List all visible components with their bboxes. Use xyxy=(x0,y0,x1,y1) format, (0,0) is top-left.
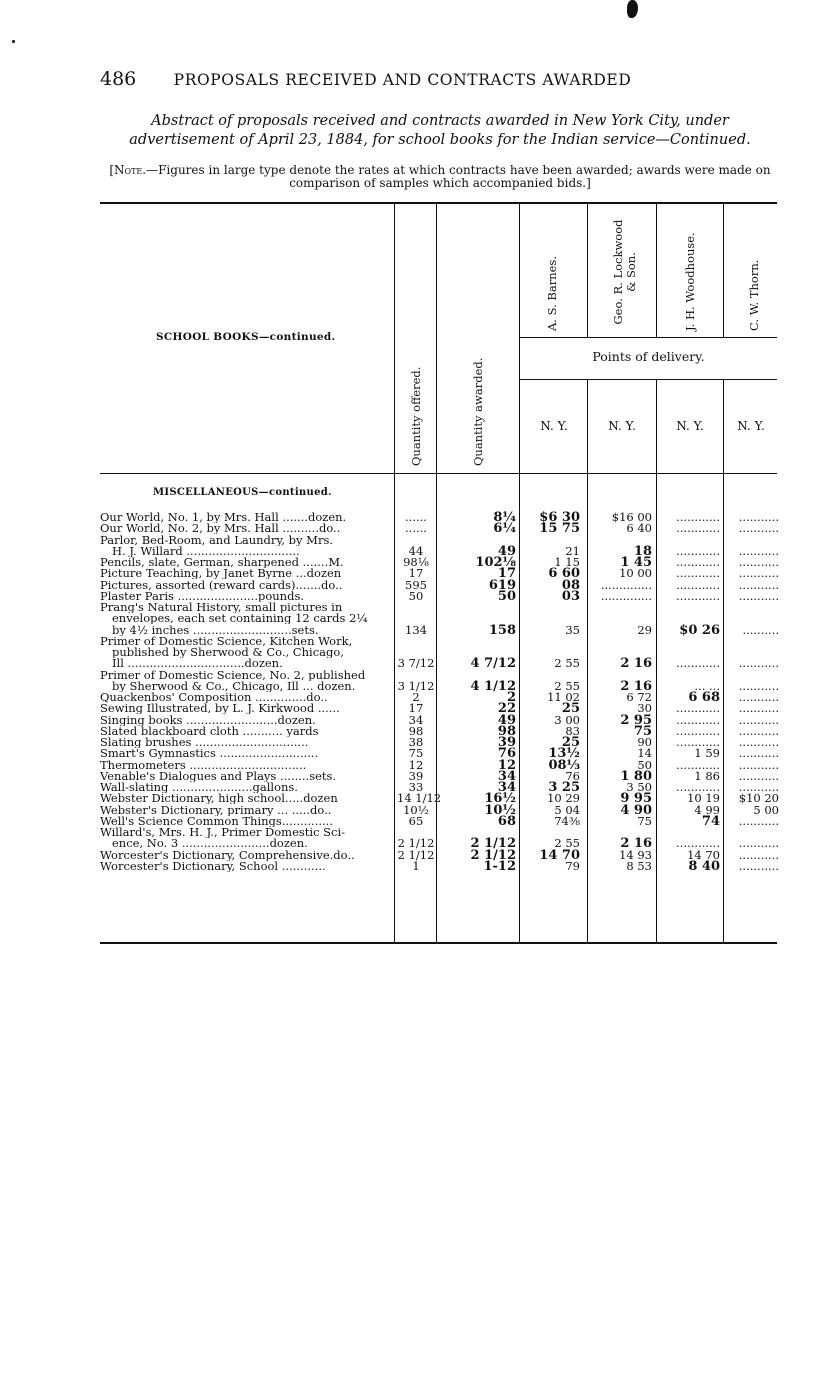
quantity-offered: 2 xyxy=(412,690,420,704)
bid-price: 14 xyxy=(637,746,652,761)
bidder-header: J. H. Woodhouse. xyxy=(683,232,697,331)
bid-price: 75 xyxy=(637,813,652,828)
bid-price: 6 60 xyxy=(548,566,580,582)
item-description: Worcester's Dictionary, School ............ xyxy=(100,860,326,872)
page-header xyxy=(100,68,631,90)
bid-price: ............ xyxy=(676,712,720,727)
col-divider xyxy=(656,203,657,337)
quantity-awarded: 2 1/12 xyxy=(470,847,516,863)
bid-price: ........... xyxy=(738,577,779,592)
ink-mark xyxy=(627,0,638,18)
bid-price: 3 50 xyxy=(626,780,652,794)
quantity-offered: 65 xyxy=(408,813,424,828)
bid-price: 08⅓ xyxy=(548,757,580,773)
bid-price: 35 xyxy=(565,622,580,637)
section-title: SCHOOL BOOKS—continued. xyxy=(156,331,336,343)
item-description: envelopes, each set containing 12 cards 2¼ xyxy=(112,613,368,625)
quantity-offered: 10½ xyxy=(403,802,429,817)
bid-price: 74⅜ xyxy=(554,813,580,828)
bid-price: 2 16 xyxy=(620,678,652,694)
quantity-awarded: 2 1/12 xyxy=(470,836,516,852)
abstract-caption: Abstract of proposals received and contracts awarded in New York City, under advertisement of April 23, 1884, for school books for the Indian service—Continued. xyxy=(129,113,751,148)
bid-price: 1 80 xyxy=(620,768,652,784)
bid-price: ............ xyxy=(676,577,720,592)
bid-price: 2 55 xyxy=(554,836,580,851)
bid-price: ............ xyxy=(676,723,720,738)
bid-price: ............ xyxy=(676,836,720,851)
bid-price: 8 53 xyxy=(626,858,652,873)
quantity-awarded: 4 1/12 xyxy=(470,678,516,694)
delivery-point: N. Y. xyxy=(608,419,636,433)
bid-price: ........... xyxy=(738,521,779,536)
item-description: Smart's Gymnastics ........................... xyxy=(100,748,319,760)
bid-price: ............ xyxy=(676,656,720,671)
quantity-offered: 98 xyxy=(408,723,424,738)
quantity-awarded: 98 xyxy=(497,723,516,739)
bid-price: ............ xyxy=(676,521,720,536)
ink-dot xyxy=(12,40,15,43)
bidder-header: C. W. Thorn. xyxy=(747,259,761,331)
item-description: Our World, No. 2, by Mrs. Hall ..........do.. xyxy=(100,523,341,535)
bid-price: 90 xyxy=(637,735,652,749)
bid-price: $16 00 xyxy=(611,510,652,524)
quantity-offered: 3 7/12 xyxy=(397,656,435,671)
item-description: Well's Science Common Things.............. xyxy=(100,815,333,827)
running-title: PROPOSALS RECEIVED AND CONTRACTS AWARDED xyxy=(173,71,632,89)
bid-price: 2 16 xyxy=(620,836,652,852)
col-header-quantity-awarded: Quantity awarded. xyxy=(471,357,485,466)
bid-price: 15 75 xyxy=(539,521,580,537)
bid-price: 13½ xyxy=(548,746,580,762)
bid-price: $10 20 xyxy=(738,791,779,806)
bid-price: ........... xyxy=(738,588,779,603)
quantity-offered: 75 xyxy=(408,746,424,761)
item-description: by 4½ inches ...........................sets. xyxy=(112,624,319,636)
item-description: Primer of Domestic Science, No. 2, published xyxy=(100,669,366,681)
bid-price: 08 xyxy=(561,577,580,593)
quantity-awarded: 22 xyxy=(497,701,516,717)
col-divider xyxy=(723,203,724,337)
item-description: Wall-slating ......................gallons. xyxy=(100,782,298,793)
bid-price: .............. xyxy=(600,577,652,592)
bid-price: 1 15 xyxy=(554,555,580,569)
col-divider xyxy=(394,203,395,942)
quantity-offered: 2 1/12 xyxy=(397,847,435,862)
bid-price: ........... xyxy=(738,678,779,693)
col-divider xyxy=(519,203,520,942)
quantity-offered: 12 xyxy=(408,757,424,772)
bid-price: $0 26 xyxy=(679,622,720,638)
note-text: —Figures in large type denote the rates at which contracts have been awarded; awards were made on comparison of samples which accompanied bids.] xyxy=(146,163,771,190)
item-description: by Sherwood & Co., Chicago, Ill ... dozen. xyxy=(112,680,356,692)
col-divider xyxy=(656,379,657,942)
bid-price: 3 00 xyxy=(554,712,580,727)
item-description: Our World, No. 1, by Mrs. Hall .......dozen. xyxy=(100,512,347,523)
item-description: Parlor, Bed-Room, and Laundry, by Mrs. xyxy=(100,534,334,546)
item-description: Slating brushes ............................... xyxy=(100,737,309,748)
bid-price: 4 90 xyxy=(620,802,652,818)
bid-price: 75 xyxy=(633,723,652,739)
quantity-offered: 17 xyxy=(408,701,424,716)
bid-price: ........... xyxy=(738,847,779,862)
bid-price: 29 xyxy=(637,622,652,637)
item-description: Webster's Dictionary, primary ... .....do.. xyxy=(100,804,332,816)
bid-price: ........... xyxy=(738,858,779,873)
bid-price: ........... xyxy=(738,723,779,738)
bid-price: ........... xyxy=(738,768,779,783)
bid-price: ........... xyxy=(738,701,779,716)
quantity-awarded: 10½ xyxy=(484,802,516,818)
bid-price: ........... xyxy=(738,690,779,704)
quantity-offered: 134 xyxy=(405,622,427,637)
bid-price: 76 xyxy=(565,768,580,783)
quantity-awarded: 1-12 xyxy=(483,858,516,874)
quantity-awarded: 6¼ xyxy=(493,521,516,537)
bidder-header: Geo. R. Lockwood & Son. xyxy=(611,219,638,325)
bid-price: 1 59 xyxy=(694,746,720,761)
delivery-point: N. Y. xyxy=(676,419,704,433)
bid-price: 5 04 xyxy=(554,802,580,817)
item-description: Primer of Domestic Science, Kitchen Work, xyxy=(100,635,353,647)
bid-price: ............ xyxy=(676,735,720,749)
bid-price: 79 xyxy=(565,858,580,873)
bid-price: 83 xyxy=(565,723,580,738)
bid-price: 4 99 xyxy=(694,802,720,817)
bid-price: ........... xyxy=(738,757,779,772)
bid-price: 25 xyxy=(561,735,580,750)
bid-price: ........... xyxy=(738,780,779,794)
item-description: Pictures, assorted (reward cards).......do.. xyxy=(100,579,343,591)
delivery-point: N. Y. xyxy=(540,419,568,433)
bidder-header: A. S. Barnes. xyxy=(545,256,559,331)
quantity-offered: ...... xyxy=(405,521,427,536)
item-description: Willard's, Mrs. H. J., Primer Domestic Sci- xyxy=(100,827,346,838)
bid-price: 2 55 xyxy=(554,656,580,671)
bid-price: 14 70 xyxy=(539,847,580,863)
bid-price: 3 25 xyxy=(548,780,580,795)
bid-price: 5 00 xyxy=(753,802,779,817)
quantity-awarded: 12 xyxy=(497,757,516,773)
bid-price: 25 xyxy=(561,701,580,717)
item-description: Slated blackboard cloth ........... yards xyxy=(100,725,319,737)
item-description: Venable's Dialogues and Plays ........sets. xyxy=(100,770,337,782)
bid-price: 6 68 xyxy=(688,690,720,705)
col-divider xyxy=(587,203,588,337)
bid-price: 30 xyxy=(637,701,652,716)
quantity-offered: 38 xyxy=(408,735,424,749)
item-description: Sewing Illustrated, by L. J. Kirkwood ...... xyxy=(100,703,340,715)
bid-price: ............ xyxy=(676,543,720,558)
quantity-awarded: 158 xyxy=(488,622,516,638)
quantity-offered: 17 xyxy=(408,566,424,581)
delivery-point: N. Y. xyxy=(737,419,765,433)
quantity-awarded: 4 7/12 xyxy=(470,656,516,672)
table-top-rule xyxy=(100,202,777,204)
bid-price: 74 xyxy=(701,813,720,829)
bid-price: ........... xyxy=(738,746,779,761)
quantity-awarded: 49 xyxy=(497,543,516,559)
bid-price: ............ xyxy=(676,566,720,581)
bid-price: ........... xyxy=(738,735,779,749)
bid-price: ............ xyxy=(676,555,720,569)
item-description: Picture Teaching, by Janet Byrne ...dozen xyxy=(100,568,342,580)
bid-price: 10 00 xyxy=(619,566,652,581)
bid-price: ........... xyxy=(738,836,779,851)
bid-price: 1 45 xyxy=(620,555,652,570)
bid-price: ........... xyxy=(738,712,779,727)
bid-price: .............. xyxy=(600,588,652,603)
item-description: published by Sherwood & Co., Chicago, xyxy=(112,647,344,658)
bid-price: 2 55 xyxy=(554,678,580,693)
bid-price: 11 02 xyxy=(547,690,580,704)
item-description: Worcester's Dictionary, Comprehensive.do.. xyxy=(100,849,355,861)
bid-price: 8 40 xyxy=(688,858,720,874)
delivery-rule xyxy=(520,379,777,380)
item-description: Prang's Natural History, small pictures in xyxy=(100,602,343,613)
note-label: [Note. xyxy=(109,163,147,177)
quantity-awarded: 17 xyxy=(497,566,516,582)
header-bottom-rule xyxy=(100,473,777,474)
quantity-offered: 595 xyxy=(405,577,427,592)
bid-price: .......... xyxy=(742,622,779,637)
quantity-awarded: 34 xyxy=(497,780,516,795)
page-number: 486 xyxy=(100,68,137,90)
quantity-awarded: 39 xyxy=(497,735,516,750)
points-of-delivery-header: Points of delivery. xyxy=(592,349,705,364)
bidders-rule xyxy=(520,337,777,338)
quantity-awarded: 102⅛ xyxy=(475,555,516,570)
quantity-awarded: 76 xyxy=(497,746,516,762)
bid-price: ........... xyxy=(738,555,779,569)
item-description: Plaster Paris ......................pounds. xyxy=(100,590,305,602)
quantity-offered: 50 xyxy=(408,588,424,603)
quantity-offered: ...... xyxy=(405,510,427,524)
item-description: Thermometers ................................ xyxy=(100,759,307,771)
note xyxy=(100,164,780,190)
bid-price: 1 86 xyxy=(694,768,720,783)
bid-price: 03 xyxy=(561,588,580,604)
bid-price: ............ xyxy=(676,757,720,772)
quantity-awarded: 619 xyxy=(488,577,516,593)
item-description: Pencils, slate, German, sharpened .......M. xyxy=(100,557,344,568)
col-divider xyxy=(436,203,437,942)
item-description: Singing books .........................dozen. xyxy=(100,714,316,726)
quantity-awarded: 2 xyxy=(506,690,516,705)
item-description: Quackenbos' Composition ..............do.. xyxy=(100,692,328,703)
bid-price: 10 19 xyxy=(687,791,720,806)
bid-price: 50 xyxy=(637,757,652,772)
bid-price: 10 29 xyxy=(547,791,580,806)
bid-price: ............ xyxy=(676,588,720,603)
quantity-offered: 1 xyxy=(412,858,420,873)
item-description: Ill ................................dozen. xyxy=(112,658,283,670)
quantity-offered: 33 xyxy=(408,780,424,794)
table-bottom-rule xyxy=(100,942,777,944)
col-divider xyxy=(587,379,588,942)
bid-price: 6 72 xyxy=(626,690,652,704)
bid-price: ........... xyxy=(738,656,779,671)
quantity-awarded: 16½ xyxy=(484,791,516,807)
subsection-title: MISCELLANEOUS—continued. xyxy=(153,487,332,498)
quantity-awarded: 49 xyxy=(497,712,516,728)
quantity-offered: 2 1/12 xyxy=(397,836,435,851)
quantity-offered: 39 xyxy=(408,768,424,783)
bid-price: 6 40 xyxy=(626,521,652,536)
bid-price: 18 xyxy=(633,543,652,559)
quantity-awarded: 8¼ xyxy=(493,510,516,525)
bid-price: ............ xyxy=(676,510,720,524)
quantity-awarded: 68 xyxy=(497,813,516,829)
bid-price: 2 16 xyxy=(620,656,652,672)
quantity-awarded: 34 xyxy=(497,768,516,784)
item-description: ence, No. 3 ........................dozen. xyxy=(112,838,308,850)
quantity-offered: 3 1/12 xyxy=(397,678,435,693)
bid-price: $6 30 xyxy=(539,510,580,525)
bid-price: ............ xyxy=(676,780,720,794)
bid-price: 21 xyxy=(565,543,580,558)
bid-price: ............ xyxy=(676,701,720,716)
item-description: Webster Dictionary, high school.....dozen xyxy=(100,793,338,805)
bid-price: 9 95 xyxy=(620,791,652,807)
bid-price: ........... xyxy=(738,566,779,581)
bid-price: ........... xyxy=(738,543,779,558)
bid-price: 2 95 xyxy=(620,712,652,728)
bid-price: 14 93 xyxy=(619,847,652,862)
quantity-awarded: 50 xyxy=(497,588,516,604)
bid-price: ........... xyxy=(738,510,779,524)
quantity-offered: 14 1/12 xyxy=(397,791,442,806)
col-divider xyxy=(723,379,724,942)
bid-price: ........... xyxy=(738,813,779,828)
quantity-offered: 98⅛ xyxy=(403,555,429,569)
col-header-quantity-offered: Quantity offered. xyxy=(409,366,423,466)
bid-price: 14 70 xyxy=(687,847,720,862)
quantity-offered: 34 xyxy=(408,712,424,727)
quantity-offered: 44 xyxy=(408,543,424,558)
item-description: H. J. Willard ............................... xyxy=(112,545,300,557)
bid-price: ... ... xyxy=(694,678,720,693)
